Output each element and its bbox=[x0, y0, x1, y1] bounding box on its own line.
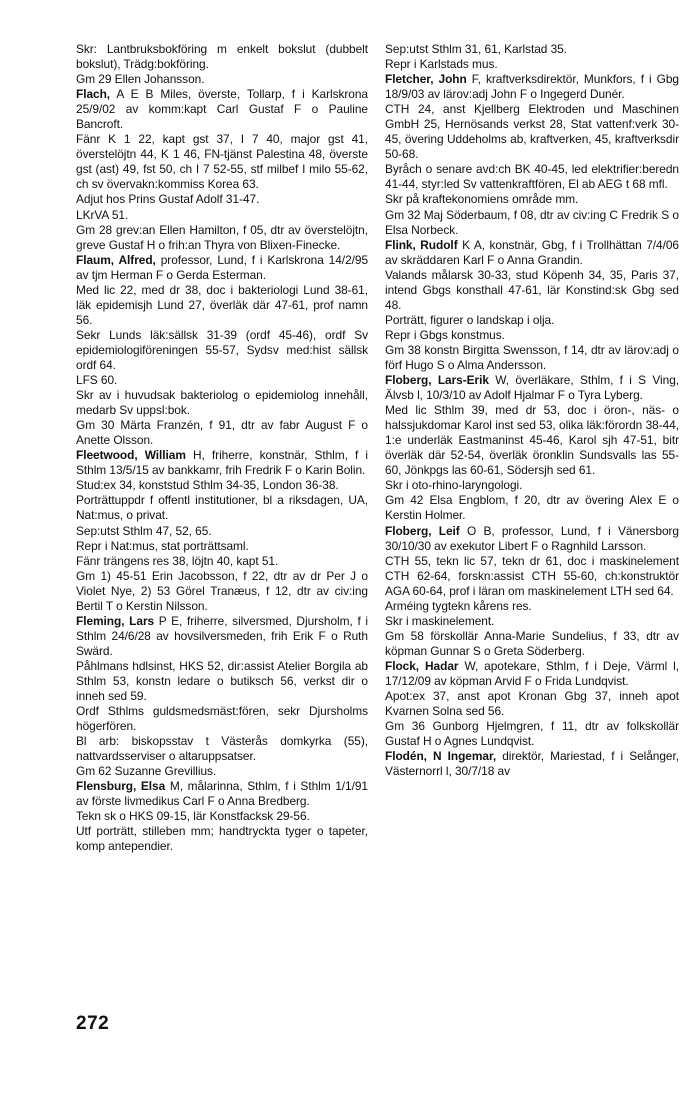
right-column bbox=[385, 42, 679, 779]
right-column-line: Med lic Sthlm 39, med dr 53, doc i öron-, näs- o halssjukdomar Karol inst sed 53, olika läk:förordn 38-44, 1:e underläk Eastmaninst 45-46, Karol sjh 47-51, bitr överläk där 52-54, överläk öronklin Sundsvalls las 55-60, Jönkpgs las 60-61, Södersjh sed 61. bbox=[385, 403, 679, 478]
left-column-line: Gm 62 Suzanne Grevillius. bbox=[76, 764, 217, 779]
entry-name: Flach, bbox=[76, 87, 111, 102]
entry-text: O B, professor, Lund, f i Vänersborg 30/10/30 av exekutor Libert F o Ragnhild Larsson. bbox=[385, 523, 679, 553]
right-column-line: Gm 36 Gunborg Hjelmgren, f 11, dtr av folkskollär Gustaf H o Agnes Lundqvist. bbox=[385, 719, 679, 749]
left-column-line: Bl arb: biskopsstav t Västerås domkyrka (55), nattvardsserviser o altaruppsatser. bbox=[76, 734, 368, 764]
entry-text: K A, konstnär, Gbg, f i Trollhättan 7/4/06 av skräddaren Karl F o Anna Grandin. bbox=[385, 237, 679, 267]
left-column-line: Repr i Nat:mus, stat porträttsaml. bbox=[76, 538, 249, 553]
entry-name: Flock, Hadar bbox=[385, 658, 459, 673]
entry-name: Fletcher, John bbox=[385, 72, 467, 87]
left-column bbox=[76, 42, 368, 855]
left-column-line: Med lic 22, med dr 38, doc i bakteriologi Lund 38-61, läk epidemisjh Lund 27, överläk där 47-61, prof namn 56. bbox=[76, 282, 368, 327]
right-column-line: Skr i maskinelement. bbox=[385, 613, 495, 628]
entry-name: Flaum, Alfred, bbox=[76, 252, 156, 267]
right-column-line: Gm 42 Elsa Engblom, f 20, dtr av övering Alex E o Kerstin Holmer. bbox=[385, 493, 679, 523]
left-column-entry bbox=[76, 779, 368, 809]
entry-name: Flink, Rudolf bbox=[385, 237, 458, 252]
right-column-line: CTH 55, tekn lic 57, tekn dr 61, doc i maskinelement CTH 62-64, forskn:assist CTH 55-60, ch:konstruktör AGA 60-64, prof i läran om maskinelement LTH sed 64. bbox=[385, 553, 679, 598]
left-column-line: Stud:ex 34, konststud Sthlm 34-35, London 36-38. bbox=[76, 478, 339, 493]
left-column-entry bbox=[76, 614, 368, 659]
left-column-line: Fänr K 1 22, kapt gst 37, I 7 40, major gst 41, överstelöjtn 44, K 1 46, FN-tjänst Palestina 48, överste gst (ast) 49, fst 50, ch I 7 52-55, stf milbef I milo 55-62, ch sv övervakn:kommiss Korea 63. bbox=[76, 132, 368, 192]
entry-name: Floberg, Lars-Erik bbox=[385, 373, 489, 388]
left-column-line: Porträttuppdr f offentl institutioner, bl a riksdagen, UA, Nat:mus, o privat. bbox=[76, 493, 368, 523]
right-column-line: Arméing tygtekn kårens res. bbox=[385, 598, 532, 613]
left-column-line: LKrVA 51. bbox=[76, 207, 129, 222]
right-column-entry bbox=[385, 749, 679, 779]
entry-name: Flodén, N Ingemar, bbox=[385, 749, 497, 764]
entry-text: H, friherre, konstnär, Sthlm, f i Sthlm 13/5/15 av bankkamr, frih Fredrik F o Karin Bolin. bbox=[76, 448, 368, 478]
left-column-line: LFS 60. bbox=[76, 373, 118, 388]
left-column-line: Sekr Lunds läk:sällsk 31-39 (ordf 45-46), ordf Sv epidemiologiföreningen 55-57, Sydsv med:hist sällsk ordf 64. bbox=[76, 327, 368, 372]
right-column-entry bbox=[385, 72, 679, 102]
right-column-line: Repr i Karlstads mus. bbox=[385, 57, 498, 72]
left-column-entry bbox=[76, 253, 368, 283]
right-column-line: Gm 32 Maj Söderbaum, f 08, dtr av civ:ing C Fredrik S o Elsa Norbeck. bbox=[385, 207, 679, 237]
entry-name: Fleetwood, William bbox=[76, 448, 186, 463]
entry-name: Flensburg, Elsa bbox=[76, 779, 166, 794]
left-column-line: Påhlmans hdlsinst, HKS 52, dir:assist Atelier Borgila ab Sthlm 53, konstn ledare o butiksch 56, verkst dir o inneh sed 59. bbox=[76, 658, 368, 704]
right-column-line: Gm 58 förskollär Anna-Marie Sundelius, f 33, dtr av köpman Gunnar S o Greta Söderberg. bbox=[385, 628, 679, 658]
entry-text: M, målarinna, Sthlm, f i Sthlm 1/1/91 av förste livmedikus Carl F o Anna Bredberg. bbox=[76, 779, 368, 809]
right-column-entry bbox=[385, 659, 679, 689]
right-column-line: Byråch o senare avd:ch BK 40-45, led elektrifier:beredn 41-44, styr:led Sv vattenkraftfören, El ab AEG t 68 mfl. bbox=[385, 162, 679, 192]
right-column-entry bbox=[385, 373, 679, 403]
right-column-line: Gm 38 konstn Birgitta Swensson, f 14, dtr av lärov:adj o förf Hugo S o Alma Andersson. bbox=[385, 342, 679, 372]
left-column-line: Utf porträtt, stilleben mm; handtryckta tyger o tapeter, komp antependier. bbox=[76, 824, 368, 854]
right-column-line: Apot:ex 37, anst apot Kronan Gbg 37, inneh apot Kvarnen Solna sed 56. bbox=[385, 689, 679, 719]
page-number: 272 bbox=[76, 1013, 110, 1034]
right-column-line: Skr på kraftekonomiens område mm. bbox=[385, 192, 579, 207]
right-column-line: Repr i Gbgs konstmus. bbox=[385, 327, 505, 342]
right-column-line: CTH 24, anst Kjellberg Elektroden und Maschinen GmbH 25, Hernösands verkst 28, Stat vattenf:verk 30-45, övering Uddeholms ab, kraftverken, 45, kraftverksdir 50-68. bbox=[385, 102, 679, 162]
left-column-line: Gm 1) 45-51 Erin Jacobsson, f 22, dtr av dr Per J o Violet Nye, 2) 53 Görel Tranæus, f 12, dtr av civ:ing Bertil T o Kerstin Nilsson. bbox=[76, 568, 368, 613]
left-column-line: Tekn sk o HKS 09-15, lär Konstfacksk 29-56. bbox=[76, 809, 310, 824]
right-column-line: Porträtt, figurer o landskap i olja. bbox=[385, 312, 555, 327]
right-column-entry bbox=[385, 524, 679, 554]
left-column-line: Gm 29 Ellen Johansson. bbox=[76, 72, 205, 87]
entry-text: P E, friherre, silversmed, Djursholm, f i Sthlm 24/6/28 av hovsilversmeden, frih Erik F o Ruth Swärd. bbox=[76, 613, 368, 658]
entry-text: F, kraftverksdirektör, Munkfors, f i Gbg 18/9/03 av lärov:adj John F o Ingegerd Dunér. bbox=[385, 72, 679, 102]
entry-text: professor, Lund, f i Karlskrona 14/2/95 av tjm Herman F o Gerda Esterman. bbox=[76, 252, 369, 282]
left-column-line: Fänr trängens res 38, löjtn 40, kapt 51. bbox=[76, 553, 279, 568]
left-column-entry bbox=[76, 87, 368, 132]
left-column-line: Gm 30 Märta Franzén, f 91, dtr av fabr August F o Anette Olsson. bbox=[76, 418, 368, 448]
entry-text: A E B Miles, överste, Tollarp, f i Karlskrona 25/9/02 av komm:kapt Carl Gustaf F o Pauline Bancroft. bbox=[76, 87, 368, 132]
left-column-line: Skr: Lantbruksbokföring m enkelt bokslut (dubbelt bokslut), Trädg:bokföring. bbox=[76, 42, 368, 72]
entry-name: Fleming, Lars bbox=[76, 613, 155, 628]
entry-text: W, överläkare, Sthlm, f i S Ving, Älvsb l, 10/3/10 av Adolf Hjalmar F o Tyra Lyberg. bbox=[385, 373, 680, 403]
left-column-entry bbox=[76, 448, 368, 478]
right-column-line: Valands målarsk 30-33, stud Köpenh 34, 35, Paris 37, intend Gbgs konsthall 47-61, lär Konstind:sk Gbg sed 48. bbox=[385, 267, 679, 312]
right-column-entry bbox=[385, 238, 679, 268]
entry-text: direktör, Mariestad, f i Selånger, Västernorrl l, 30/7/18 av bbox=[385, 749, 679, 779]
left-column-line: Ordf Sthlms guldsmedsmäst:fören, sekr Djursholms högerfören. bbox=[76, 704, 368, 734]
right-column-line: Skr i oto-rhino-laryngologi. bbox=[385, 478, 523, 493]
left-column-line: Sep:utst Sthlm 47, 52, 65. bbox=[76, 523, 212, 538]
entry-text: W, apotekare, Sthlm, f i Deje, Värml l, 17/12/09 av köpman Arvid F o Frida Lundqvist. bbox=[385, 658, 679, 688]
right-column-line: Sep:utst Sthlm 31, 61, Karlstad 35. bbox=[385, 42, 567, 56]
left-column-line: Gm 28 grev:an Ellen Hamilton, f 05, dtr av överstelöjtn, greve Gustaf H o frih:an Thyra von Blixen-Finecke. bbox=[76, 222, 368, 252]
entry-name: Floberg, Leif bbox=[385, 523, 460, 538]
left-column-line: Adjut hos Prins Gustaf Adolf 31-47. bbox=[76, 192, 260, 207]
left-column-line: Skr av i huvudsak bakteriolog o epidemiolog innehåll, medarb Sv uppsl:bok. bbox=[76, 388, 368, 418]
